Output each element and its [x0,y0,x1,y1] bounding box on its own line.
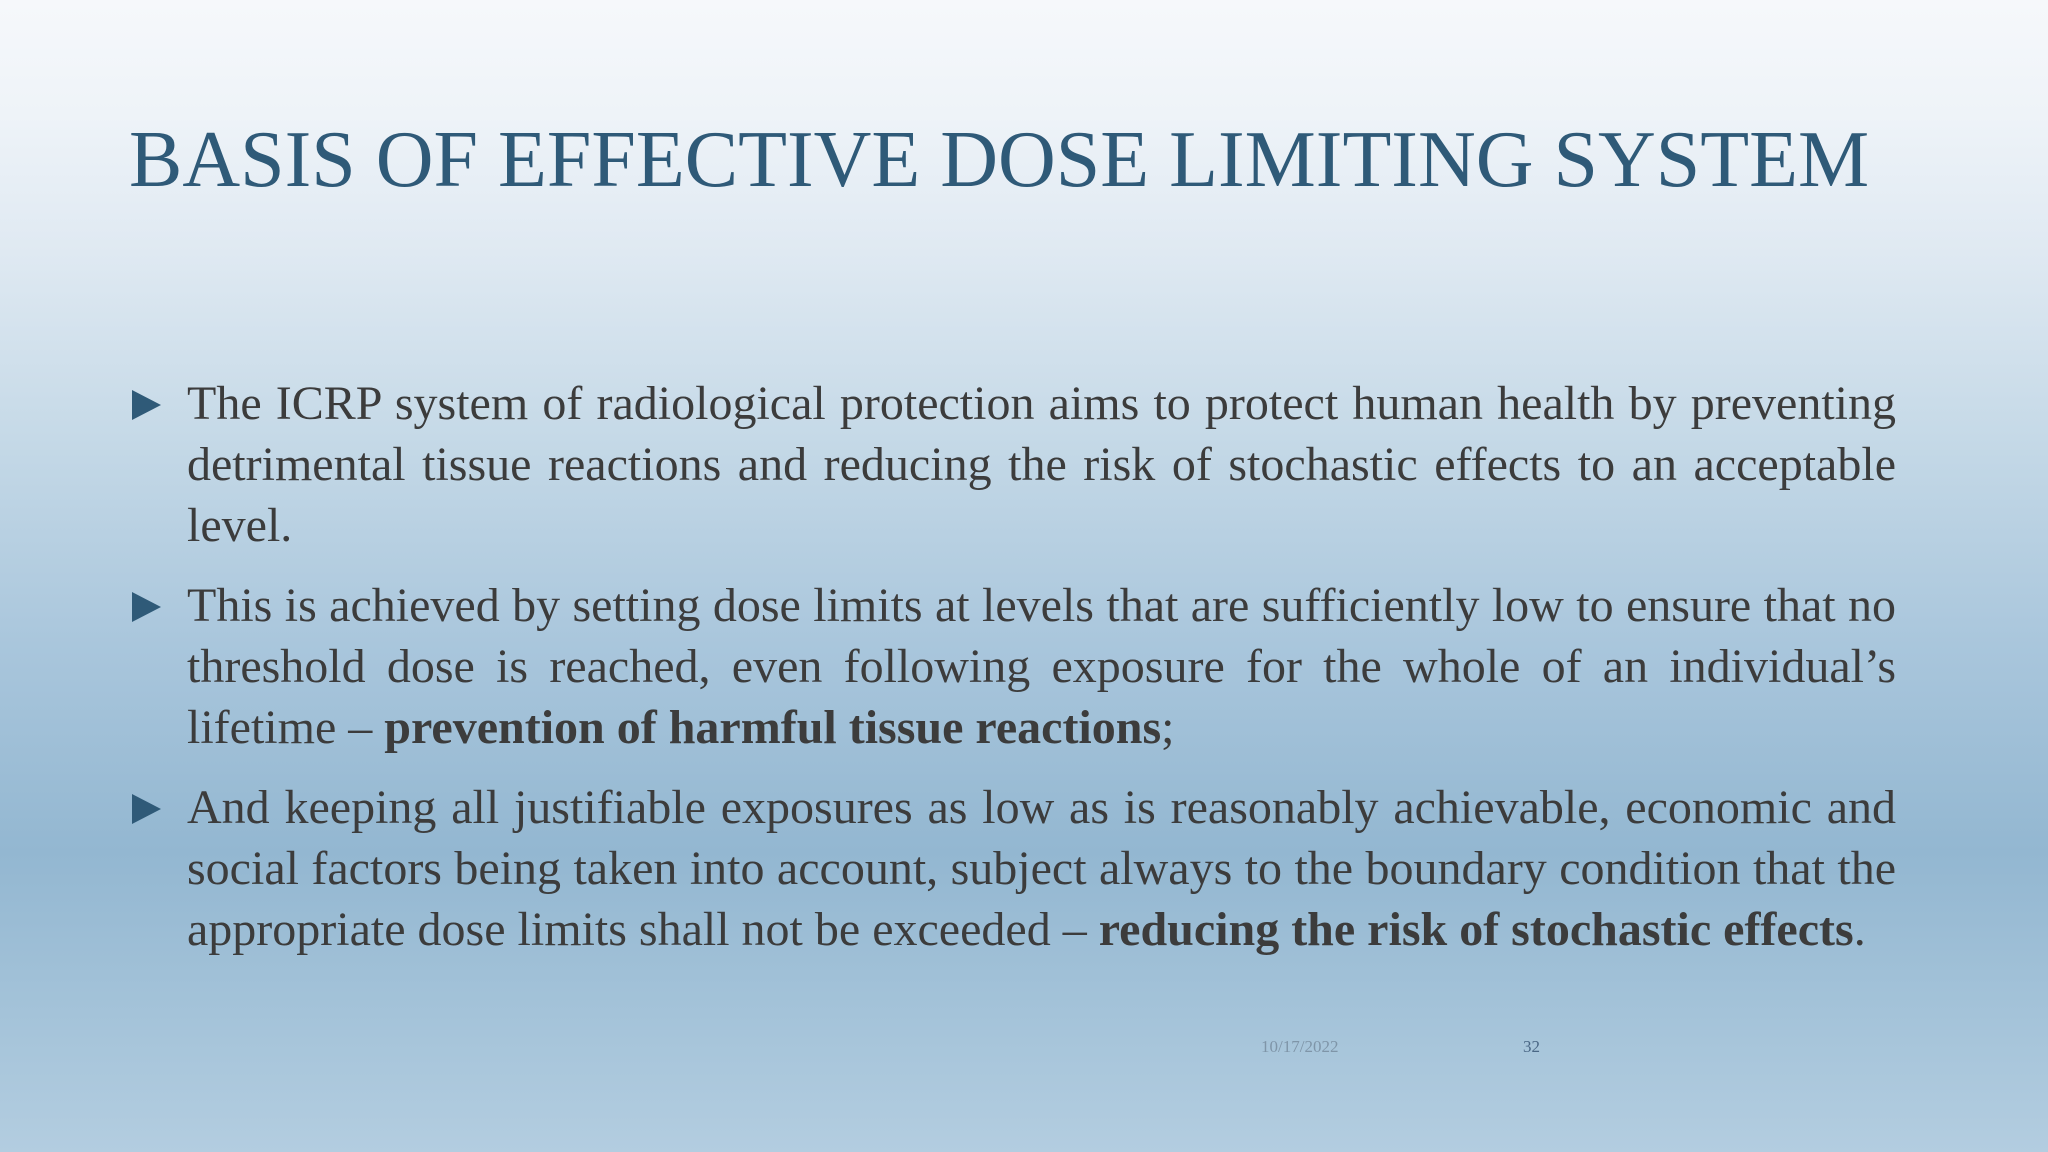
bullet-punctuation: ; [1161,701,1175,754]
bullet-item [130,777,1896,960]
bullet-text: This is achieved by setting dose limits at levels that are sufficiently low to ensure that no threshold dose is reached, even following exposure for the whole of an individual’s lifetime – [187,579,1896,754]
triangle-right-icon [132,592,161,622]
bullet-item [130,373,1896,556]
bullet-list [130,373,1896,979]
footer-page-number: 32 [1523,1037,1540,1056]
bullet-text: And keeping all justifiable exposures as low as is reasonably achievable, economic and social factors being taken into account, subject always to the boundary condition that the appropriate dose limits shall not be exceeded – [187,781,1896,956]
bullet-item [130,575,1896,758]
bullet-emphasis: prevention of harmful tissue reactions [384,701,1162,754]
bullet-emphasis: reducing the risk of stochastic effects [1098,903,1854,956]
triangle-right-icon [132,794,161,824]
triangle-right-icon [132,390,161,420]
bullet-text: The ICRP system of radiological protection aims to protect human health by preventing detrimental tissue reactions and reducing the risk of stochastic effects to an acceptable level. [187,377,1896,552]
slide-title: BASIS OF EFFECTIVE DOSE LIMITING SYSTEM [129,116,1870,204]
footer-date: 10/17/2022 [1261,1037,1339,1056]
bullet-punctuation: . [1853,903,1866,956]
